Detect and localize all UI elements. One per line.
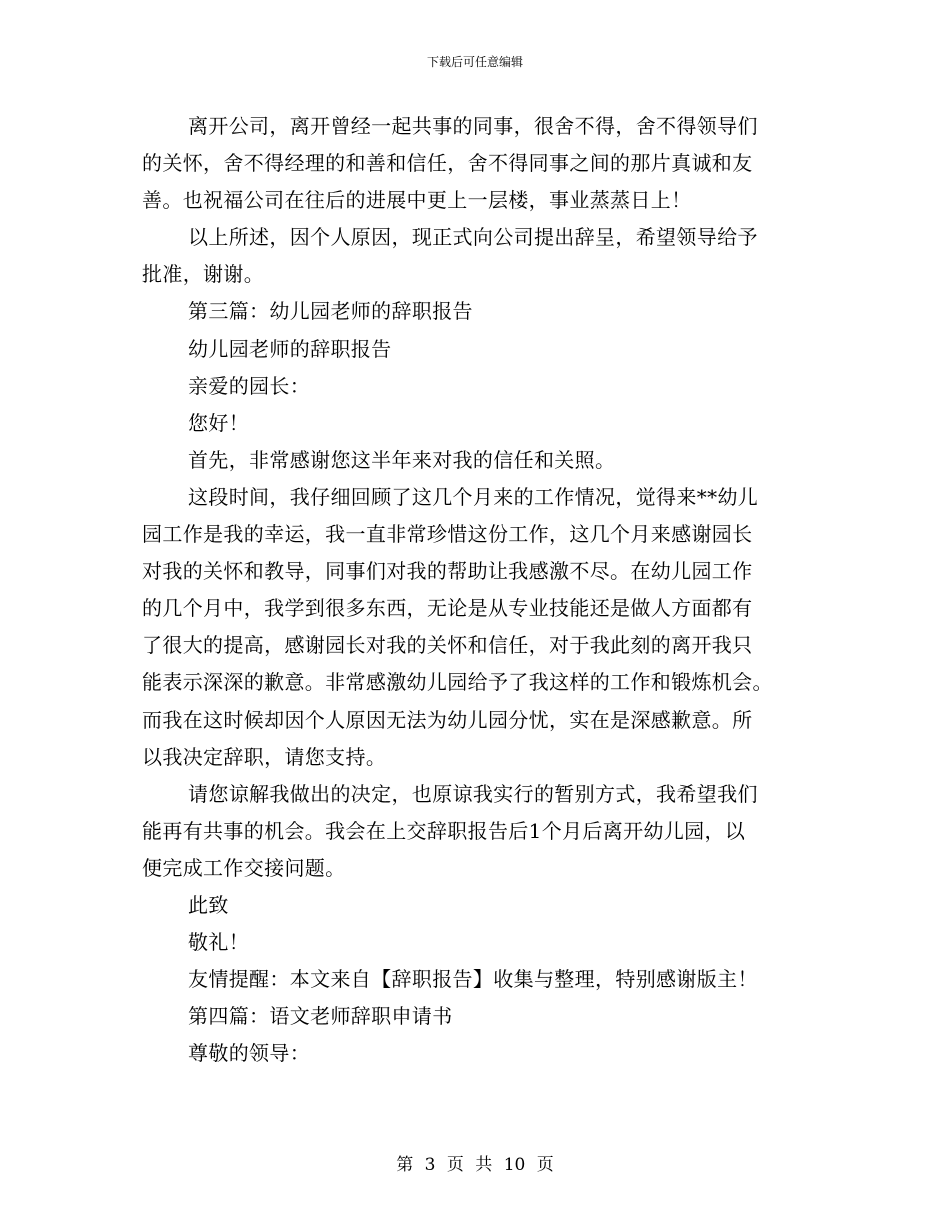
body-line: 离开公司，离开曾经一起共事的同事，很舍不得，舍不得领导们: [188, 114, 758, 138]
body-line: 而我在这时候却因个人原因无法为幼儿园分忧，实在是深感歉意。所: [142, 707, 753, 732]
body-line: 的关怀，舍不得经理的和善和信任，舍不得同事之间的那片真诚和友: [142, 151, 753, 176]
friendly-reminder: 友情提醒：本文来自【辞职报告】收集与整理，特别感谢版主！: [188, 967, 758, 992]
body-line: 首先，非常感谢您这半年来对我的信任和关照。: [188, 447, 616, 472]
page-footer: 第 3 页 共 10 页: [396, 1155, 554, 1175]
body-line: 的几个月中，我学到很多东西，无论是从专业技能还是做人方面都有: [142, 596, 753, 621]
body-line: 批准，谢谢。: [142, 262, 265, 287]
body-line: 便完成工作交接问题。: [142, 855, 346, 880]
section-heading: 第四篇：语文老师辞职申请书: [188, 1004, 453, 1029]
body-line: 能再有共事的机会。我会在上交辞职报告后1个月后离开幼儿园，以: [142, 818, 746, 843]
greeting: 您好！: [188, 410, 250, 435]
body-line: 以我决定辞职，请您支持。: [142, 744, 387, 769]
closing-line: 此致: [188, 892, 229, 917]
salutation: 亲爱的园长：: [188, 373, 311, 398]
closing-salute: 敬礼！: [188, 930, 250, 955]
body-line: 能表示深深的歉意。非常感激幼儿园给予了我这样的工作和锻炼机会。: [142, 670, 773, 695]
page-header: 下载后可任意编辑: [426, 55, 523, 69]
body-line: 请您谅解我做出的决定，也原谅我实行的暂别方式，我希望我们: [188, 781, 758, 806]
salutation: 尊敬的领导：: [188, 1041, 311, 1066]
body-line: 园工作是我的幸运，我一直非常珍惜这份工作，这几个月来感谢园长: [142, 522, 753, 547]
body-line: 对我的关怀和教导，同事们对我的帮助让我感激不尽。在幼儿园工作: [142, 559, 753, 584]
section-heading: 第三篇：幼儿园老师的辞职报告: [188, 299, 473, 324]
body-line: 善。也祝福公司在往后的进展中更上一层楼，事业蒸蒸日上！: [142, 188, 692, 213]
document-body: [142, 108, 812, 1072]
letter-title: 幼儿园老师的辞职报告: [188, 336, 392, 361]
body-line: 了很大的提高，感谢园长对我的关怀和信任，对于我此刻的离开我只: [142, 633, 753, 658]
body-line: 以上所述，因个人原因，现正式向公司提出辞呈，希望领导给予: [188, 225, 758, 250]
body-line: 这段时间，我仔细回顾了这几个月来的工作情况，觉得来**幼儿: [188, 484, 759, 509]
